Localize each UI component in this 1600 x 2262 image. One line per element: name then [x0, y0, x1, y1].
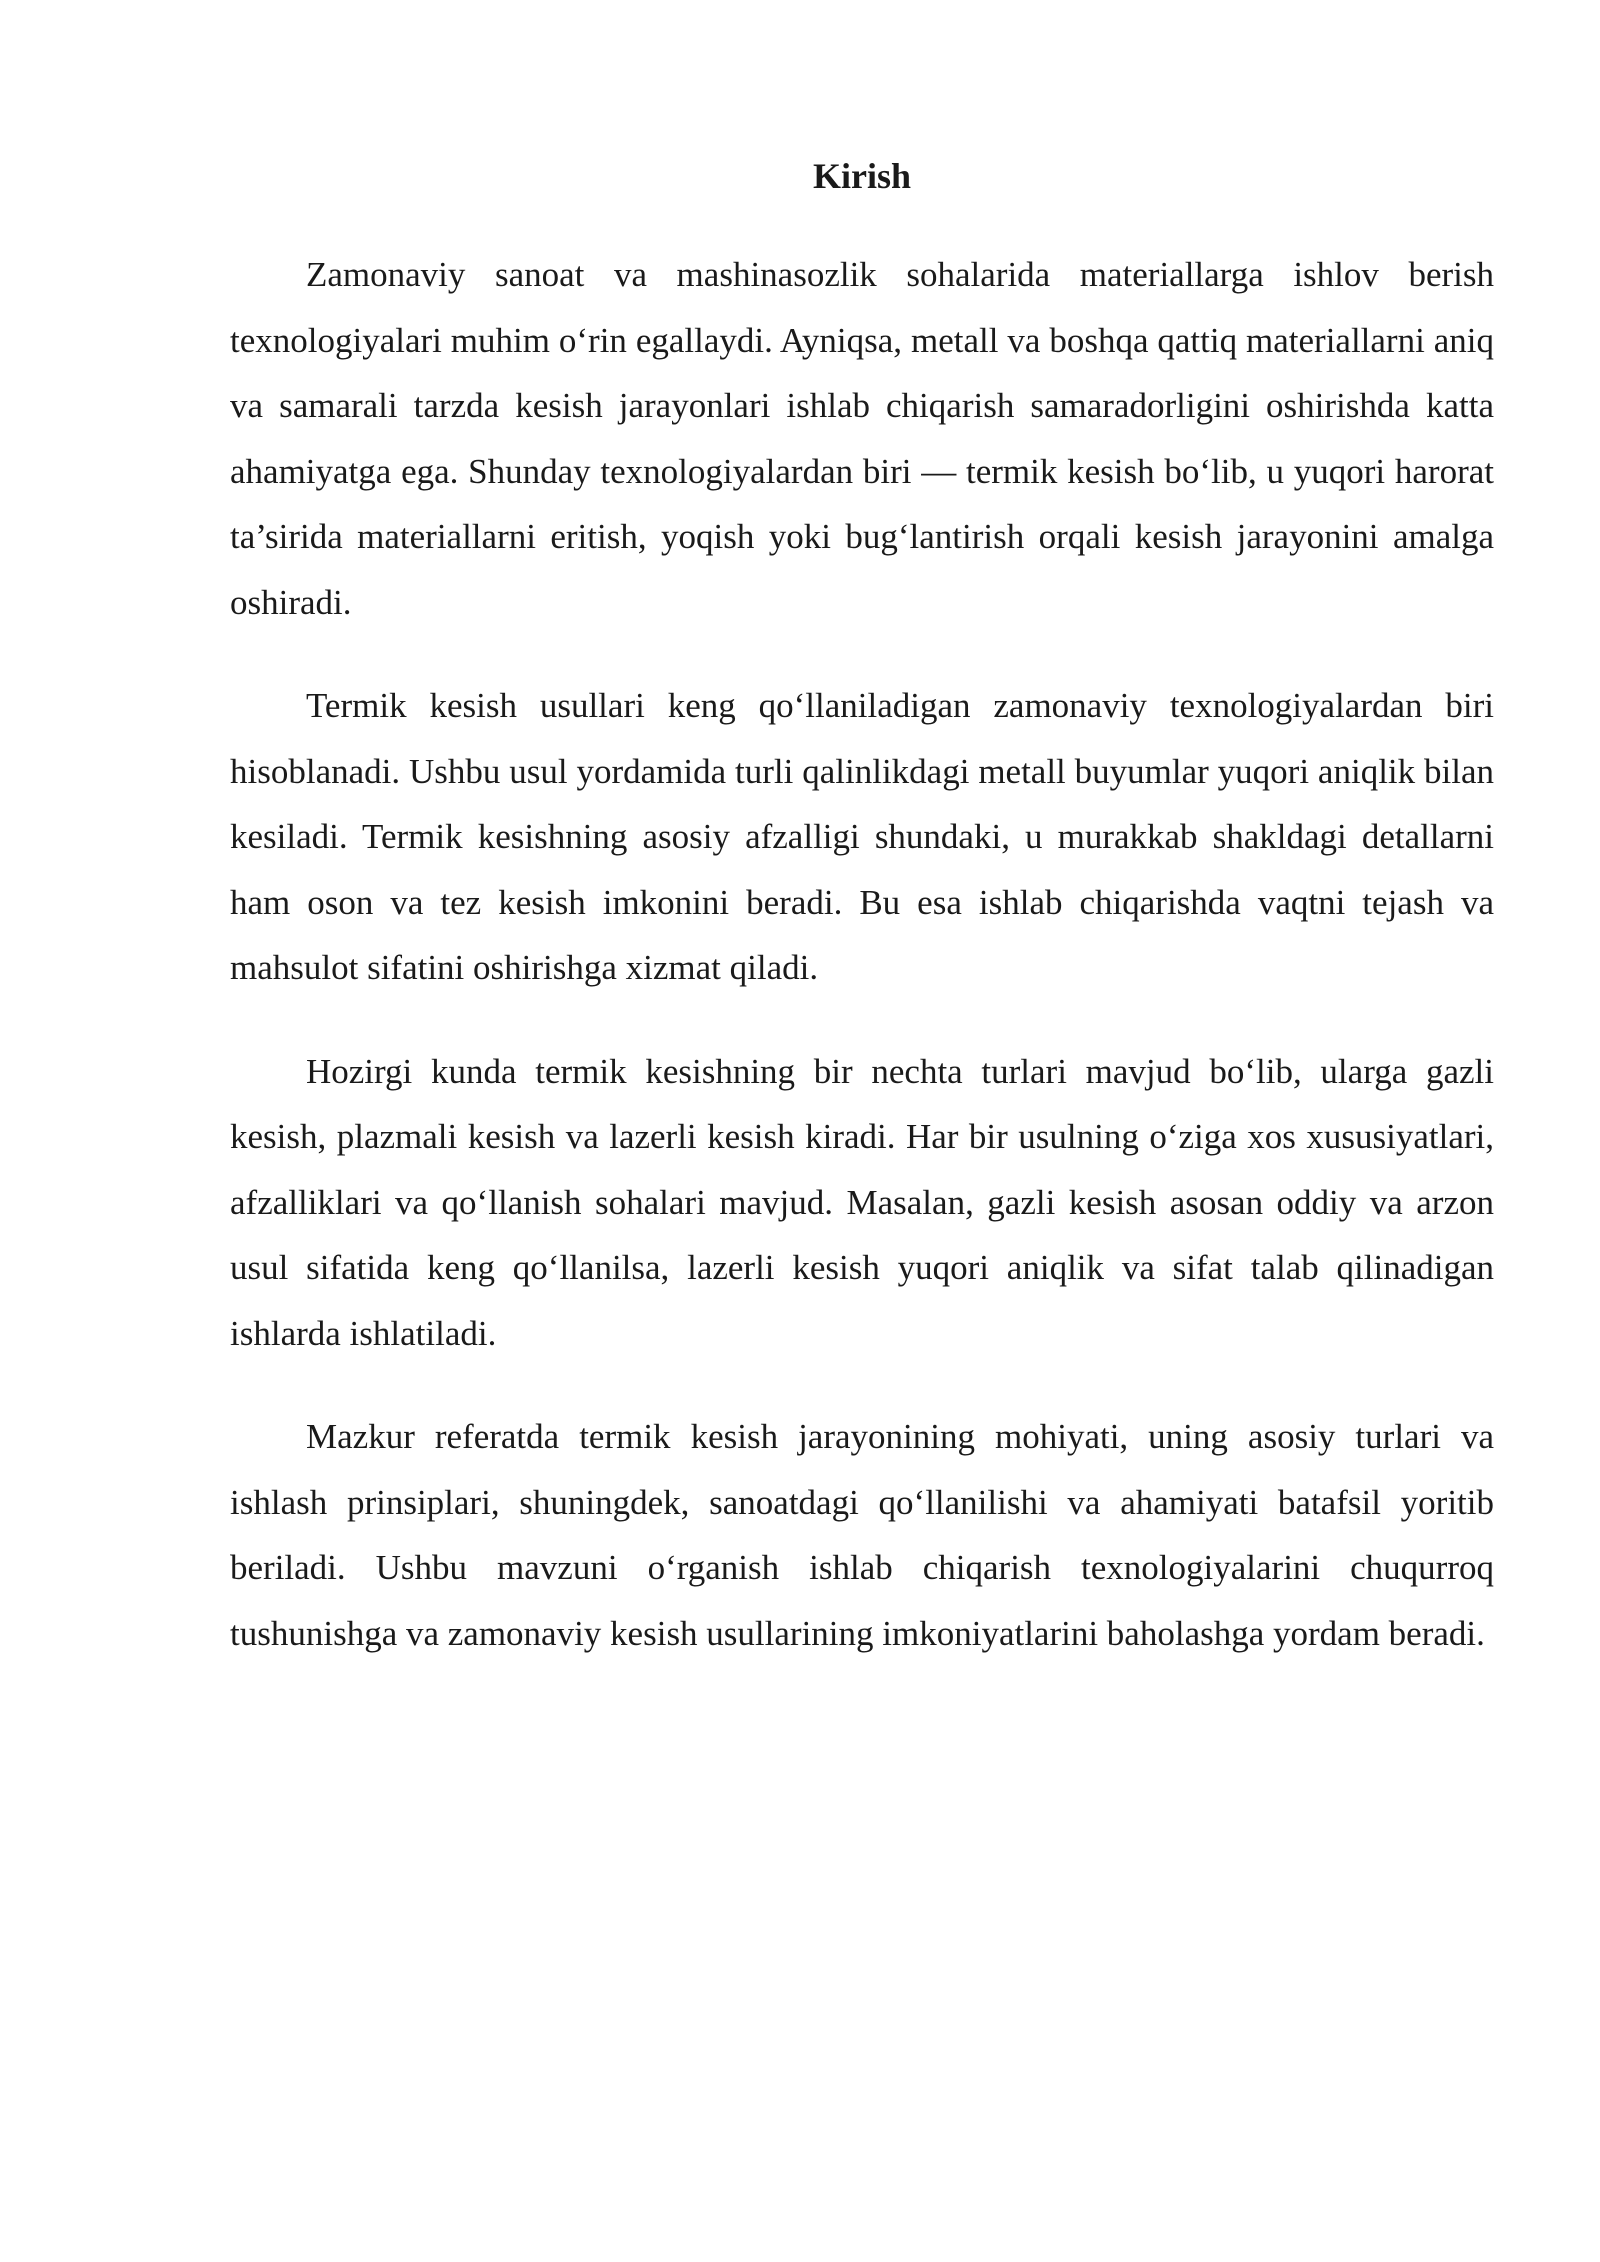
paragraph-4: Mazkur referatda termik kesish jarayonining mohiyati, uning asosiy turlari va ishlash prinsiplari, shuningdek, sanoatdagi qo‘llanilishi va ahamiyati batafsil yoritib beriladi. Ushbu mavzuni o‘rganish ishlab chiqarish texnologiyalarini chuqurroq tushunishga va zamonaviy kesish usullarining imkoniyatlarini baholashga yordam beradi.: [230, 1417, 1494, 1653]
paragraph-2: Termik kesish usullari keng qo‘llaniladigan zamonaviy texnologiyalardan biri hisoblanadi. Ushbu usul yordamida turli qalinlikdagi metall buyumlar yuqori aniqlik bilan kesiladi. Termik kesishning asosiy afzalligi shundaki, u murakkab shakldagi detallarni ham oson va tez kesish imkonini beradi. Bu esa ishlab chiqarishda vaqtni tejash va mahsulot sifatini oshirishga xizmat qiladi.: [230, 686, 1494, 987]
paragraph-1: Zamonaviy sanoat va mashinasozlik sohalarida materiallarga ishlov berish texnologiyalari muhim o‘rin egallaydi. Ayniqsa, metall va boshqa qattiq materiallarni aniq va samarali tarzda kesish jarayonlari ishlab chiqarish samaradorligini oshirishda katta ahamiyatga ega. Shunday texnologiyalardan biri — termik kesish bo‘lib, u yuqori harorat ta’sirida materiallarni eritish, yoqish yoki bug‘lantirish orqali kesish jarayonini amalga oshiradi.: [230, 255, 1494, 622]
paragraph-3: Hozirgi kunda termik kesishning bir nechta turlari mavjud bo‘lib, ularga gazli kesish, plazmali kesish va lazerli kesish kiradi. Har bir usulning o‘ziga xos xususiyatlari, afzalliklari va qo‘llanish sohalari mavjud. Masalan, gazli kesish asosan oddiy va arzon usul sifatida keng qo‘llanilsa, lazerli kesish yuqori aniqlik va sifat talab qilinadigan ishlarda ishlatiladi.: [230, 1051, 1494, 1353]
document-body: [230, 148, 1494, 1704]
page-title: Kirish: [812, 156, 911, 196]
